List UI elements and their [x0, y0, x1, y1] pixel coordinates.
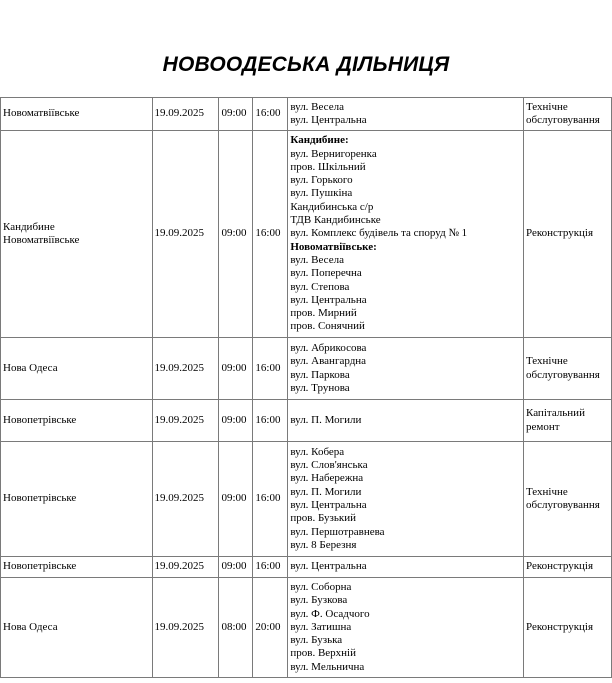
start-time-cell: 09:00 — [219, 338, 253, 400]
street-name: вул. Вернигоренка — [290, 147, 377, 160]
settlement-name: Новопетрівське — [3, 560, 77, 573]
date-cell: 19.09.2025 — [152, 131, 219, 338]
street-name: вул. Абрикосова — [290, 341, 367, 354]
street-name: вул. Ф. Осадчого — [290, 607, 370, 620]
streets-cell — [288, 131, 524, 338]
street-name: вул. Весела — [290, 100, 344, 113]
start-time-cell: 09:00 — [219, 131, 253, 338]
street-name: вул. Центральна — [290, 560, 367, 573]
work-type-cell — [524, 131, 612, 338]
start-time-cell: 09:00 — [219, 557, 253, 578]
end-time-cell: 16:00 — [253, 98, 288, 131]
street-name: Кандибинська с/р — [290, 200, 374, 213]
street-name: вул. Першотравнева — [290, 525, 385, 538]
date-cell: 19.09.2025 — [152, 400, 219, 442]
start-time-cell: 09:00 — [219, 98, 253, 131]
end-time-cell: 16:00 — [253, 442, 288, 557]
work-type-cell — [524, 338, 612, 400]
settlement-name: Нова Одеса — [3, 361, 58, 374]
settlement-name: Новопетрівське — [3, 492, 77, 505]
street-name: вул. Паркова — [290, 368, 350, 381]
settlement-cell — [1, 442, 153, 557]
work-type-cell — [524, 578, 612, 678]
end-time-cell: 16:00 — [253, 131, 288, 338]
date-cell: 19.09.2025 — [152, 338, 219, 400]
street-name: вул. Весела — [290, 253, 344, 266]
settlement-cell — [1, 131, 153, 338]
table-row — [1, 442, 612, 557]
work-type-cell — [524, 400, 612, 442]
street-name: пров. Мирний — [290, 307, 357, 320]
settlement-name: Новоматвіївське — [3, 234, 80, 246]
work-type: Реконструкція — [526, 560, 594, 573]
start-time-cell: 08:00 — [219, 578, 253, 678]
street-name: вул. Горького — [290, 174, 353, 187]
table-row — [1, 578, 612, 678]
street-name: вул. Центральна — [290, 293, 367, 306]
end-time-cell: 20:00 — [253, 578, 288, 678]
street-name: вул. П. Могили — [290, 413, 362, 426]
street-name: пров. Бузький — [290, 512, 356, 525]
street-name: пров. Шкільний — [290, 160, 366, 173]
street-name: пров. Верхній — [290, 647, 356, 660]
end-time-cell: 16:00 — [253, 338, 288, 400]
table-body — [1, 98, 612, 678]
page-title: НОВООДЕСЬКА ДІЛЬНИЦЯ — [162, 53, 450, 76]
table-row — [1, 557, 612, 578]
street-name: вул. Набережна — [290, 472, 364, 485]
settlement-heading: Кандибине: — [290, 134, 349, 147]
settlement-name: Новоматвіївське — [3, 107, 80, 120]
street-name: вул. Центральна — [290, 499, 367, 511]
work-type: Реконструкція — [526, 620, 594, 633]
work-type: ремонт — [526, 420, 560, 433]
settlement-cell — [1, 400, 153, 442]
streets-cell — [288, 557, 524, 578]
table-row — [1, 98, 612, 131]
street-name: вул. Затишна — [290, 620, 352, 633]
end-time-cell: 16:00 — [253, 557, 288, 578]
date-cell: 19.09.2025 — [152, 98, 219, 131]
street-name: вул. П. Могили — [290, 485, 362, 498]
street-name: вул. Пушкіна — [290, 187, 353, 200]
street-name: вул. Комплекс будівель та споруд № 1 — [290, 227, 468, 240]
street-name: вул. Мельнична — [290, 660, 365, 673]
settlement-cell — [1, 338, 153, 400]
settlement-cell — [1, 557, 153, 578]
street-name: вул. Слов'янська — [290, 459, 368, 472]
work-type: обслуговування — [526, 499, 600, 511]
work-type: Реконструкція — [526, 227, 594, 240]
work-type-cell — [524, 98, 612, 131]
streets-cell — [288, 338, 524, 400]
work-type-cell — [524, 557, 612, 578]
street-name: вул. Поперечна — [290, 267, 362, 280]
date-cell: 19.09.2025 — [152, 442, 219, 557]
street-name: пров. Сонячний — [290, 320, 365, 333]
street-name: вул. Соборна — [290, 580, 352, 593]
work-type: Капітальний — [526, 407, 585, 420]
date-cell: 19.09.2025 — [152, 578, 219, 678]
date-cell: 19.09.2025 — [152, 557, 219, 578]
work-type: Технічне — [526, 485, 568, 498]
streets-cell — [288, 400, 524, 442]
table-row — [1, 131, 612, 338]
settlement-name: Нова Одеса — [3, 620, 58, 633]
work-type-cell — [524, 442, 612, 557]
start-time-cell: 09:00 — [219, 442, 253, 557]
table-row — [1, 400, 612, 442]
streets-cell — [288, 442, 524, 557]
settlement-cell — [1, 98, 153, 131]
settlement-heading: Новоматвіївське: — [290, 240, 377, 253]
street-name: вул. Кобера — [290, 445, 345, 458]
work-type: Технічне — [526, 355, 568, 368]
settlement-cell — [1, 578, 153, 678]
streets-cell — [288, 578, 524, 678]
settlement-name: Кандибине — [3, 220, 55, 233]
work-type: обслуговування — [526, 114, 600, 126]
work-type: Технічне — [526, 100, 568, 113]
street-name: вул. Степова — [290, 280, 350, 293]
settlement-name: Новопетрівське — [3, 413, 77, 426]
street-name: вул. Авангардна — [290, 355, 367, 368]
outage-schedule-table — [0, 97, 612, 678]
table-row — [1, 338, 612, 400]
street-name: вул. Центральна — [290, 114, 367, 126]
street-name: вул. Трунова — [290, 381, 350, 394]
start-time-cell: 09:00 — [219, 400, 253, 442]
work-type: обслуговування — [526, 368, 600, 381]
street-name: ТДВ Кандибинське — [290, 214, 381, 227]
streets-cell — [288, 98, 524, 131]
end-time-cell: 16:00 — [253, 400, 288, 442]
street-name: вул. Бузька — [290, 634, 343, 647]
street-name: вул. 8 Березня — [290, 538, 357, 551]
street-name: вул. Бузкова — [290, 594, 348, 607]
